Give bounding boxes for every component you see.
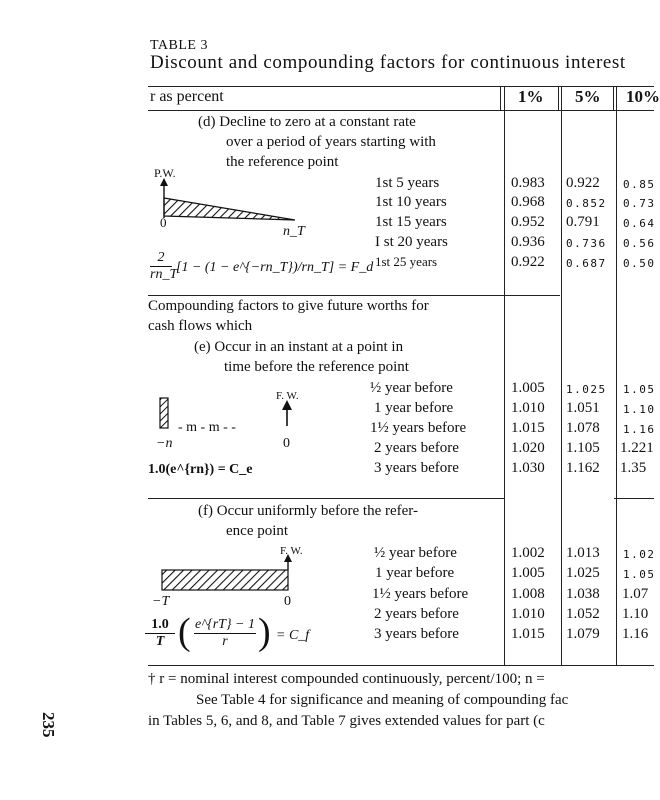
col-header-1: 1% xyxy=(518,87,544,106)
col-rule-3b xyxy=(616,86,617,665)
row-d-label-4: 1st 25 years xyxy=(375,254,438,269)
footnote-line2: See Table 4 for significance and meaning of compounding fac xyxy=(196,692,569,708)
cell-d-4-1: 0.922 xyxy=(511,254,545,270)
col-rule-1a xyxy=(500,86,501,110)
rule-after-e-right xyxy=(614,498,654,499)
diagram-nt-label: n_T xyxy=(283,224,305,239)
row-f-label-2: 1½ years before xyxy=(372,586,469,602)
cell-f-2-10: 1.07 xyxy=(622,586,649,602)
diagram-f-zero: 0 xyxy=(284,594,291,609)
formula-d: [1 − (1 − e^{−rn_T})/rn_T] = F_d xyxy=(176,260,374,275)
section-d-line1: (d) Decline to zero at a constant rate xyxy=(198,114,416,130)
cell-d-1-5: 0.852 xyxy=(566,197,607,210)
cell-d-0-10: 0.85 xyxy=(623,178,656,191)
diagram-e-dash: - m - m - - xyxy=(178,420,236,435)
cell-d-3-1: 0.936 xyxy=(511,234,545,250)
row-header-label: r as percent xyxy=(150,88,224,105)
cell-d-2-1: 0.952 xyxy=(511,214,545,230)
formula-f-inner-num: e^{rT} − 1 xyxy=(195,617,255,632)
diagram-e-fw-label: F. W. xyxy=(276,390,299,402)
cell-f-0-10: 1.02 xyxy=(623,548,656,561)
cell-d-4-5: 0.687 xyxy=(566,257,607,270)
row-f-label-1: 1 year before xyxy=(375,565,455,581)
formula-f-rhs: = C_f xyxy=(276,628,310,643)
formula-e: 1.0(e^{rn}) = C_e xyxy=(148,462,253,477)
cell-f-4-5: 1.079 xyxy=(566,626,600,642)
table-title: Discount and compounding factors for continuous interest xyxy=(150,52,626,73)
cell-e-0-10: 1.05 xyxy=(623,383,656,396)
cell-f-0-1: 1.002 xyxy=(511,545,545,561)
row-e-label-0: ½ year before xyxy=(370,380,453,396)
cell-e-1-10: 1.10 xyxy=(623,403,656,416)
row-d-label-3: I st 20 years xyxy=(375,234,448,250)
section-d-line2: over a period of years starting with xyxy=(226,134,436,150)
row-e-label-2: 1½ years before xyxy=(370,420,467,436)
cell-e-1-5: 1.051 xyxy=(566,400,600,416)
cell-f-1-5: 1.025 xyxy=(566,565,600,581)
cell-d-1-1: 0.968 xyxy=(511,194,545,210)
uniform-diagram xyxy=(150,552,300,597)
cell-d-1-10: 0.73 xyxy=(623,197,656,210)
col-header-5: 5% xyxy=(575,87,601,106)
cell-e-4-5: 1.162 xyxy=(566,460,600,476)
section-e-line2: time before the reference point xyxy=(224,359,409,375)
formula-f-inner-den: r xyxy=(222,634,228,649)
cell-e-3-5: 1.105 xyxy=(566,440,600,456)
section-e-line1: (e) Occur in an instant at a point in xyxy=(194,339,404,355)
cell-f-4-1: 1.015 xyxy=(511,626,545,642)
diagram-zero-label: 0 xyxy=(160,215,167,230)
cell-e-3-1: 1.020 xyxy=(511,440,545,456)
cell-f-1-10: 1.05 xyxy=(623,568,656,581)
row-f-label-4: 3 years before xyxy=(374,626,459,642)
cell-d-0-5: 0.922 xyxy=(566,175,600,191)
rule-under-header xyxy=(148,110,654,111)
cell-e-2-5: 1.078 xyxy=(566,420,600,436)
cell-e-0-5: 1.025 xyxy=(566,383,607,396)
rule-after-d xyxy=(148,295,560,296)
section-f-line2: ence point xyxy=(226,523,289,539)
row-d-label-2: 1st 15 years xyxy=(375,214,447,230)
cell-f-3-1: 1.010 xyxy=(511,606,545,622)
row-e-label-4: 3 years before xyxy=(374,460,459,476)
row-d-label-1: 1st 10 years xyxy=(375,194,447,210)
cell-e-4-10: 1.35 xyxy=(620,460,647,476)
formula-d-prefix-den: rn_T xyxy=(150,267,178,282)
cell-f-2-5: 1.038 xyxy=(566,586,600,602)
formula-f-paren-left: ( xyxy=(178,611,191,653)
table-caption: TABLE 3 xyxy=(150,38,208,53)
diagram-f-fw-label: F. W. xyxy=(280,545,303,557)
footnote-line3: in Tables 5, 6, and 8, and Table 7 gives extended values for part (c xyxy=(148,713,545,729)
formula-d-prefix xyxy=(150,250,178,283)
page-number: 235 xyxy=(39,712,58,738)
col-rule-2a xyxy=(558,86,559,110)
col-rule-3a xyxy=(613,86,614,110)
cell-f-2-1: 1.008 xyxy=(511,586,545,602)
cell-e-1-1: 1.010 xyxy=(511,400,545,416)
rule-bottom xyxy=(148,665,654,666)
cell-f-0-5: 1.013 xyxy=(566,545,600,561)
cell-d-3-5: 0.736 xyxy=(566,237,607,250)
cell-d-3-10: 0.56 xyxy=(623,237,656,250)
cell-f-1-1: 1.005 xyxy=(511,565,545,581)
row-d-label-0: 1st 5 years xyxy=(375,175,440,191)
cell-d-0-1: 0.983 xyxy=(511,175,545,191)
formula-f-lead-num: 1.0 xyxy=(145,617,175,634)
cell-d-2-10: 0.64 xyxy=(623,217,656,230)
cell-e-4-1: 1.030 xyxy=(511,460,545,476)
section-d-line3: the reference point xyxy=(226,154,339,170)
col-rule-2b xyxy=(561,86,562,665)
formula-f-lead xyxy=(145,617,175,650)
cell-d-2-5: 0.791 xyxy=(566,214,600,230)
rule-after-e xyxy=(148,498,504,499)
compounding-heading-line1: Compounding factors to give future worths for xyxy=(148,298,429,314)
diagram-f-neg-t: −T xyxy=(152,594,170,609)
cell-e-2-1: 1.015 xyxy=(511,420,545,436)
formula-f-inner xyxy=(194,617,256,650)
row-f-label-0: ½ year before xyxy=(374,545,457,561)
footnote-line1: † r = nominal interest compounded continuously, percent/100; n = xyxy=(148,671,545,687)
section-f-line1: (f) Occur uniformly before the refer- xyxy=(198,503,418,519)
cell-f-3-10: 1.10 xyxy=(622,606,649,622)
cell-e-3-10: 1.221 xyxy=(620,440,654,456)
cell-f-3-5: 1.052 xyxy=(566,606,600,622)
cell-e-0-1: 1.005 xyxy=(511,380,545,396)
row-e-label-3: 2 years before xyxy=(374,440,459,456)
formula-d-prefix-num: 2 xyxy=(150,250,172,267)
formula-f-lead-den: T xyxy=(155,634,165,649)
row-e-label-1: 1 year before xyxy=(374,400,454,416)
col-header-10: 10% xyxy=(626,87,660,106)
formula-f-paren-right: ) xyxy=(258,611,271,653)
cell-e-2-10: 1.16 xyxy=(623,423,656,436)
compounding-heading-line2: cash flows which xyxy=(148,318,253,334)
cell-f-4-10: 1.16 xyxy=(622,626,649,642)
cell-d-4-10: 0.50 xyxy=(623,257,656,270)
diagram-e-neg-n: −n xyxy=(156,436,173,451)
diagram-pw-label: P.W. xyxy=(154,166,176,180)
row-f-label-3: 2 years before xyxy=(374,606,459,622)
diagram-e-zero: 0 xyxy=(283,436,290,451)
col-rule-1b xyxy=(504,86,505,665)
